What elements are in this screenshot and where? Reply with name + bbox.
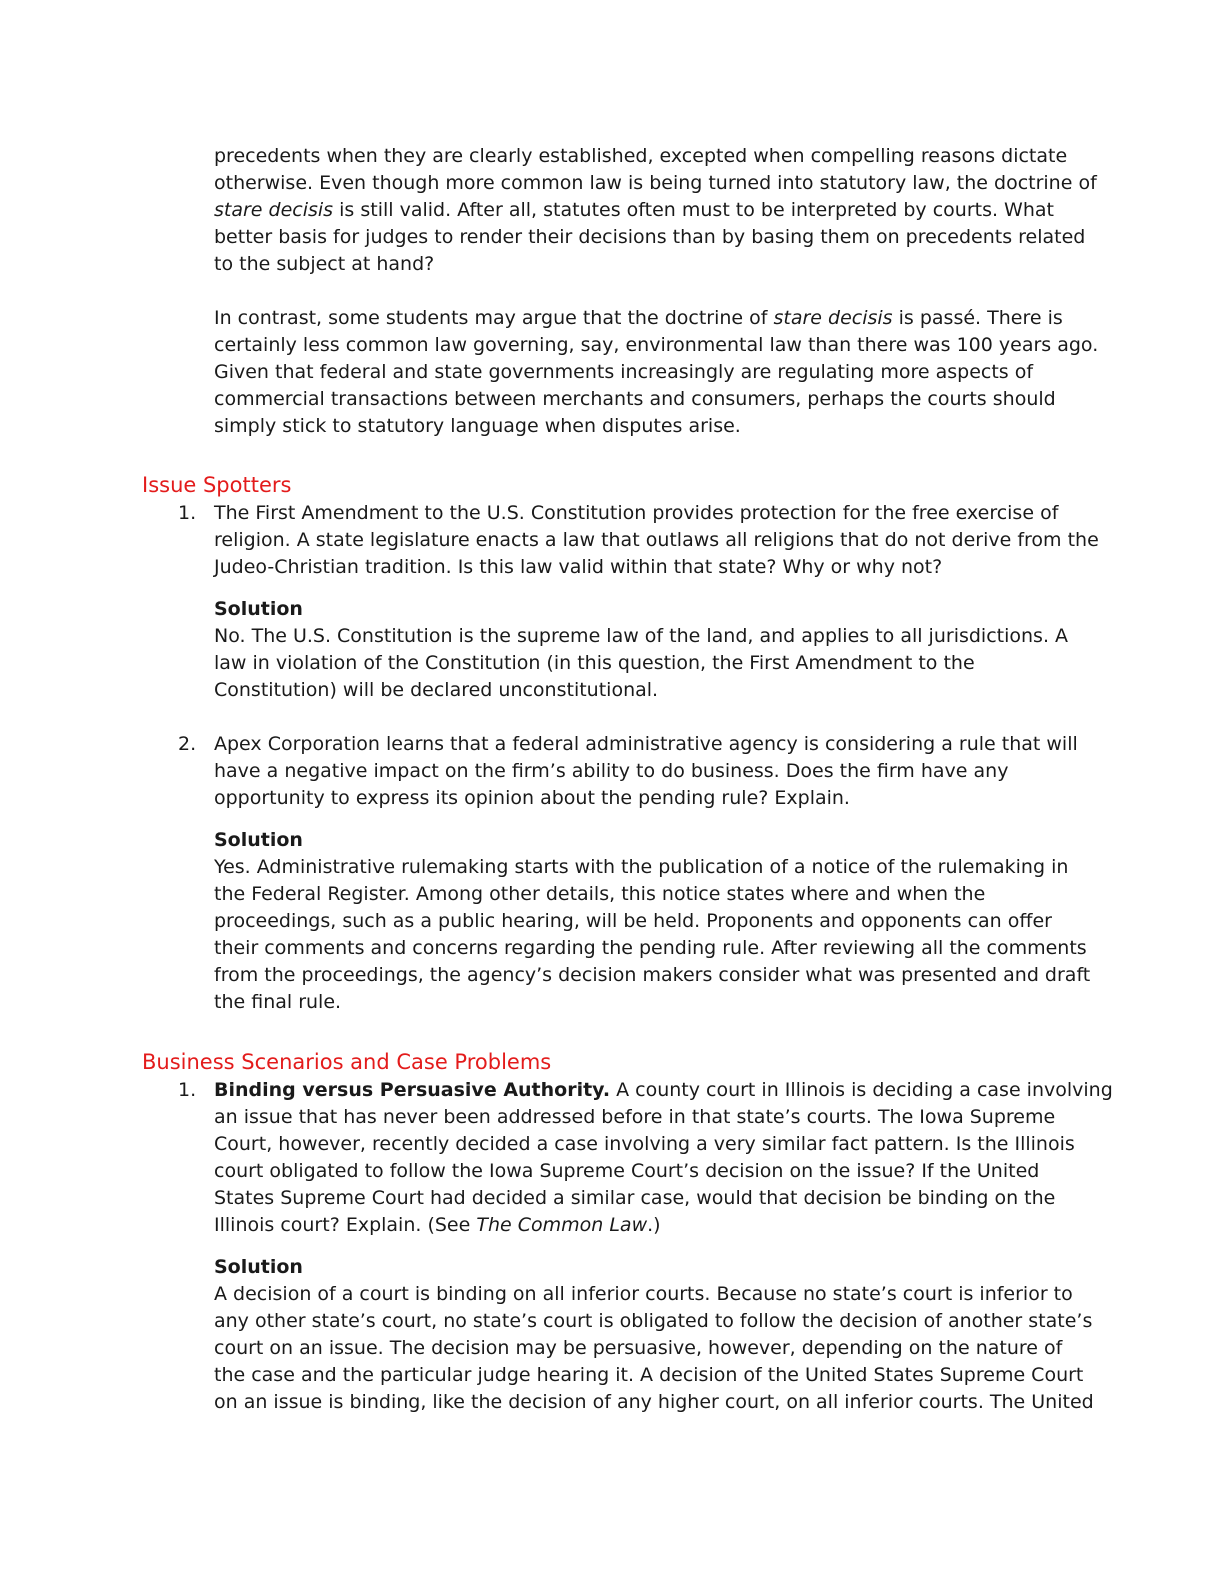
text-line [214, 1212, 1074, 1239]
text-run: is still valid. After all, statutes often must to be interpreted by courts. What [333, 199, 1054, 221]
intro-paragraph-1 [214, 143, 1097, 278]
text-line: any other state’s court, no state’s court is obligated to follow the decision of another state’s [214, 1310, 1093, 1332]
text-line: an issue that has never been addressed before in that state’s courts. The Iowa Supreme [214, 1106, 1056, 1128]
text-line: court obligated to follow the Iowa Supreme Court’s decision on the issue? If the United [214, 1160, 1040, 1182]
solution-label: Solution [214, 598, 303, 620]
text-line: precedents when they are clearly established, excepted when compelling reasons dictate [214, 145, 1068, 167]
text-line: otherwise. Even though more common law is being turned into statutory law, the doctrine of [214, 172, 1097, 194]
scenario-title: Binding versus Persuasive Authority. [214, 1079, 611, 1101]
text-line: better basis for judges to render their decisions than by basing them on precedents related [214, 226, 1086, 248]
scenario-question-1 [214, 1077, 1113, 1239]
text-line: commercial transactions between merchants and consumers, perhaps the courts should [214, 388, 1056, 410]
text-line: simply stick to statutory language when disputes arise. [214, 415, 741, 437]
text-line [214, 197, 1074, 224]
text-line: Court, however, recently decided a case involving a very similar fact pattern. Is the Illinois [214, 1133, 1075, 1155]
text-run: Illinois court? Explain. (See [214, 1214, 477, 1236]
text-run: A county court in Illinois is deciding a case involving [610, 1079, 1113, 1101]
section-heading-business-scenarios: Business Scenarios and Case Problems [142, 1050, 552, 1074]
intro-paragraph-2 [214, 305, 1099, 440]
text-line: States Supreme Court had decided a similar case, would that decision be binding on the [214, 1187, 1056, 1209]
italic-term: stare decisis [773, 307, 893, 329]
text-run: In contrast, some students may argue that the doctrine of [214, 307, 774, 329]
issue-solution-1 [214, 596, 1074, 704]
text-line: Given that federal and state governments increasingly are regulating more aspects of [214, 361, 1034, 383]
text-line [214, 305, 1074, 332]
solution-label: Solution [214, 1256, 303, 1278]
list-number: 1. [178, 1079, 197, 1101]
text-line: Apex Corporation learns that a federal administrative agency is considering a rule that will [214, 733, 1078, 755]
text-line: religion. A state legislature enacts a law that outlaws all religions that do not derive from the [214, 529, 1099, 551]
text-line: Yes. Administrative rulemaking starts with the publication of a notice of the rulemaking in [214, 856, 1069, 878]
text-line [214, 1077, 1113, 1104]
issue-question-2 [214, 731, 1078, 812]
text-line: their comments and concerns regarding the pending rule. After reviewing all the comments [214, 937, 1087, 959]
text-line: the final rule. [214, 991, 342, 1013]
section-heading-issue-spotters: Issue Spotters [142, 473, 292, 497]
text-line: law in violation of the Constitution (in this question, the First Amendment to the [214, 652, 975, 674]
scenario-solution-1 [214, 1254, 1094, 1416]
text-line: A decision of a court is binding on all inferior courts. Because no state’s court is inferior to [214, 1283, 1073, 1305]
text-line: from the proceedings, the agency’s decision makers consider what was presented and draft [214, 964, 1091, 986]
text-line: opportunity to express its opinion about the pending rule? Explain. [214, 787, 850, 809]
text-line: Judeo-Christian tradition. Is this law valid within that state? Why or why not? [214, 556, 943, 578]
solution-label: Solution [214, 829, 303, 851]
text-run: .) [647, 1214, 661, 1236]
text-line: Constitution) will be declared unconstitutional. [214, 679, 659, 701]
text-line: have a negative impact on the firm’s ability to do business. Does the firm have any [214, 760, 1009, 782]
text-line: The First Amendment to the U.S. Constitution provides protection for the free exercise of [214, 502, 1059, 524]
text-run: is passé. There is [892, 307, 1063, 329]
issue-question-1 [214, 500, 1099, 581]
italic-term: The Common Law [476, 1214, 648, 1236]
issue-solution-2 [214, 827, 1091, 1016]
text-line: court on an issue. The decision may be persuasive, however, depending on the nature of [214, 1337, 1063, 1359]
italic-term: stare decisis [214, 199, 334, 221]
list-number: 2. [178, 733, 197, 755]
text-line: proceedings, such as a public hearing, will be held. Proponents and opponents can offer [214, 910, 1052, 932]
text-line: the case and the particular judge hearing it. A decision of the United States Supreme Court [214, 1364, 1084, 1386]
text-line: No. The U.S. Constitution is the supreme law of the land, and applies to all jurisdictions. A [214, 625, 1069, 647]
list-number: 1. [178, 502, 197, 524]
text-line: on an issue is binding, like the decision of any higher court, on all inferior courts. The United [214, 1391, 1094, 1413]
text-line: to the subject at hand? [214, 253, 435, 275]
text-line: certainly less common law governing, say, environmental law than there was 100 years ago. [214, 334, 1099, 356]
text-line: the Federal Register. Among other details, this notice states where and when the [214, 883, 986, 905]
